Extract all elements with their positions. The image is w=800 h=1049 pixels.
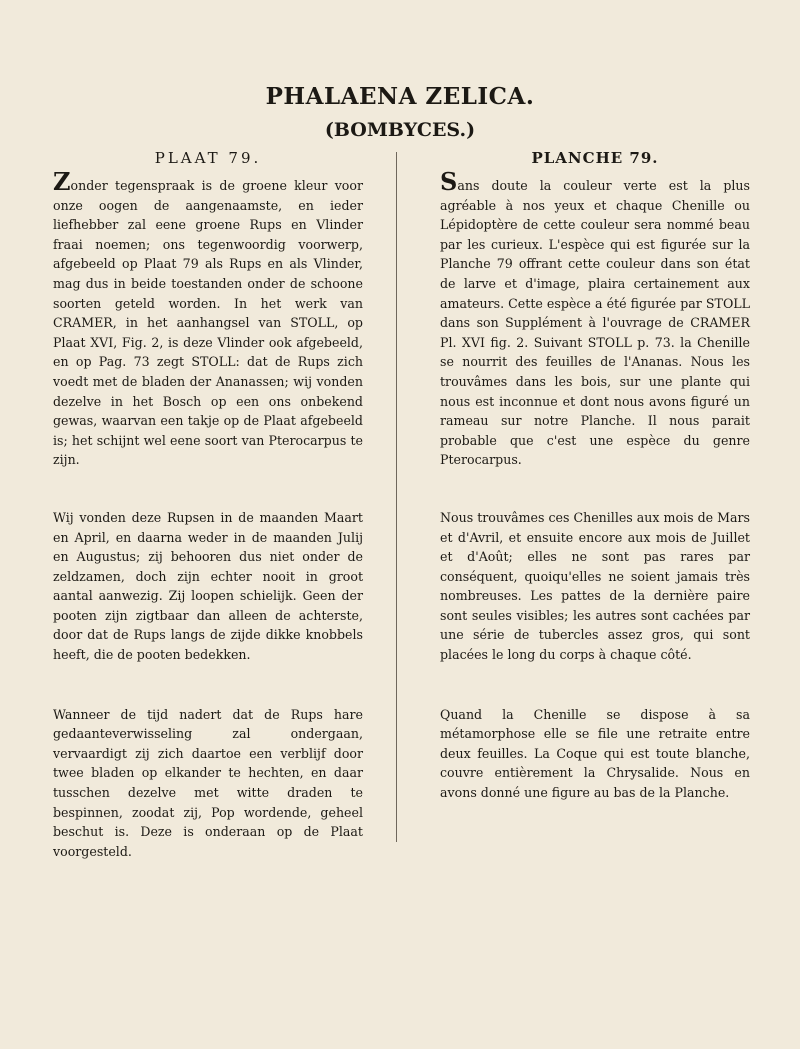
- french-paragraph-3: Quand la Chenille se dispose à sa métamorphose elle se file une retraite entre deux feuilles. La Coque qui est toute blanche, couvre entièrement la Chrysalide. Nous en avons donné une figure au bas de la Planche.: [440, 706, 750, 801]
- dutch-paragraph-3: Wanneer de tijd nadert dat de Rups hare gedaanteverwisseling zal ondergaan, vervaardigt zij zich daartoe een verblijf door twee bladen op elkander te hechten, en daar tusschen dezelve met witte draden te bespinnen, zoodat zij, Pop wordende, geheel beschut is. Deze is onderaan op de Plaat voorgesteld.: [53, 706, 363, 859]
- planche-heading: PLANCHE 79.: [531, 149, 659, 167]
- french-paragraph-2: Nous trouvâmes ces Chenilles aux mois de Mars et d'Avril, et ensuite encore aux mois de Juillet et d'Août; elles ne sont pas rares par conséquent, quoiqu'elles ne soient jamais très nombreuses. Les pattes de la dernière paire sont seules visibles; les autres sont cachées par une série de tubercles assez gros, qui sont placées le long du corps à chaque côté.: [440, 509, 750, 663]
- page-subtitle: (BOMBYCES.): [324, 119, 476, 141]
- dutch-paragraph-1: [53, 167, 363, 470]
- dutch-column: [53, 149, 363, 861]
- french-column: [440, 149, 750, 803]
- dropcap: Z: [53, 167, 71, 196]
- paragraph-text: ans doute la couleur verte est la plus agréable à nos yeux et chaque Chenille ou Lépidoptère de cette couleur sera nommé beau par les curieux. L'espèce qui est figurée sur la Planche 79 offrant cette couleur dans son état de larve et d'image, plaira certainement aux amateurs. Cette espèce a été figurée par STOLL dans son Supplément à l'ouvrage de CRAMER Pl. XVI fig. 2. Suivant STOLL p. 73. la Chenille se nourrit des feuilles de l'Ananas. Nous les trouvâmes dans les bois, sur une plante qui nous est inconnue et dont nous avons figuré un rameau sur notre Planche. Il nous parait probable que c'est une espèce du genre Pterocarpus.: [440, 178, 750, 468]
- dutch-paragraph-2: Wij vonden deze Rupsen in de maanden Maart en April, en daarna weder in de maanden Julij en Augustus; zij behooren dus niet onder de zeldzamen, doch zijn echter nooit in groot aantal aanwezig. Zij loopen schielijk. Geen der pooten zijn zigtbaar dan alleen de achterste, door dat de Rups langs de zijde dikke knobbels heeft, die de pooten bedekken.: [53, 509, 363, 663]
- paragraph-text: onder tegenspraak is de groene kleur voor onze oogen de aangenaamste, en ieder liefhebber zal eene groene Rups en Vlinder fraai noemen; ons tegenwoordig voorwerp, afgebeeld op Plaat 79 als Rups en als Vlinder, mag dus in beide toestanden onder de schoone soorten geteld worden. In het werk van CRAMER, in het aanhangsel van STOLL, op Plaat XVI, Fig. 2, is deze Vlinder ook afgebeeld, en op Pag. 73 zegt STOLL: dat de Rups zich voedt met de bladen der Ananassen; wij vonden dezelve in het Bosch op een ons onbekend gewas, waarvan een takje op de Plaat afgebeeld is; het schijnt wel eene soort van Pterocarpus te zijn.: [53, 178, 363, 468]
- dropcap: S: [440, 167, 458, 196]
- page-title: PHALAENA ZELICA.: [265, 83, 535, 110]
- plaat-heading: PLAAT 79.: [154, 149, 262, 167]
- french-paragraph-1: [440, 167, 750, 470]
- column-divider: [396, 152, 397, 842]
